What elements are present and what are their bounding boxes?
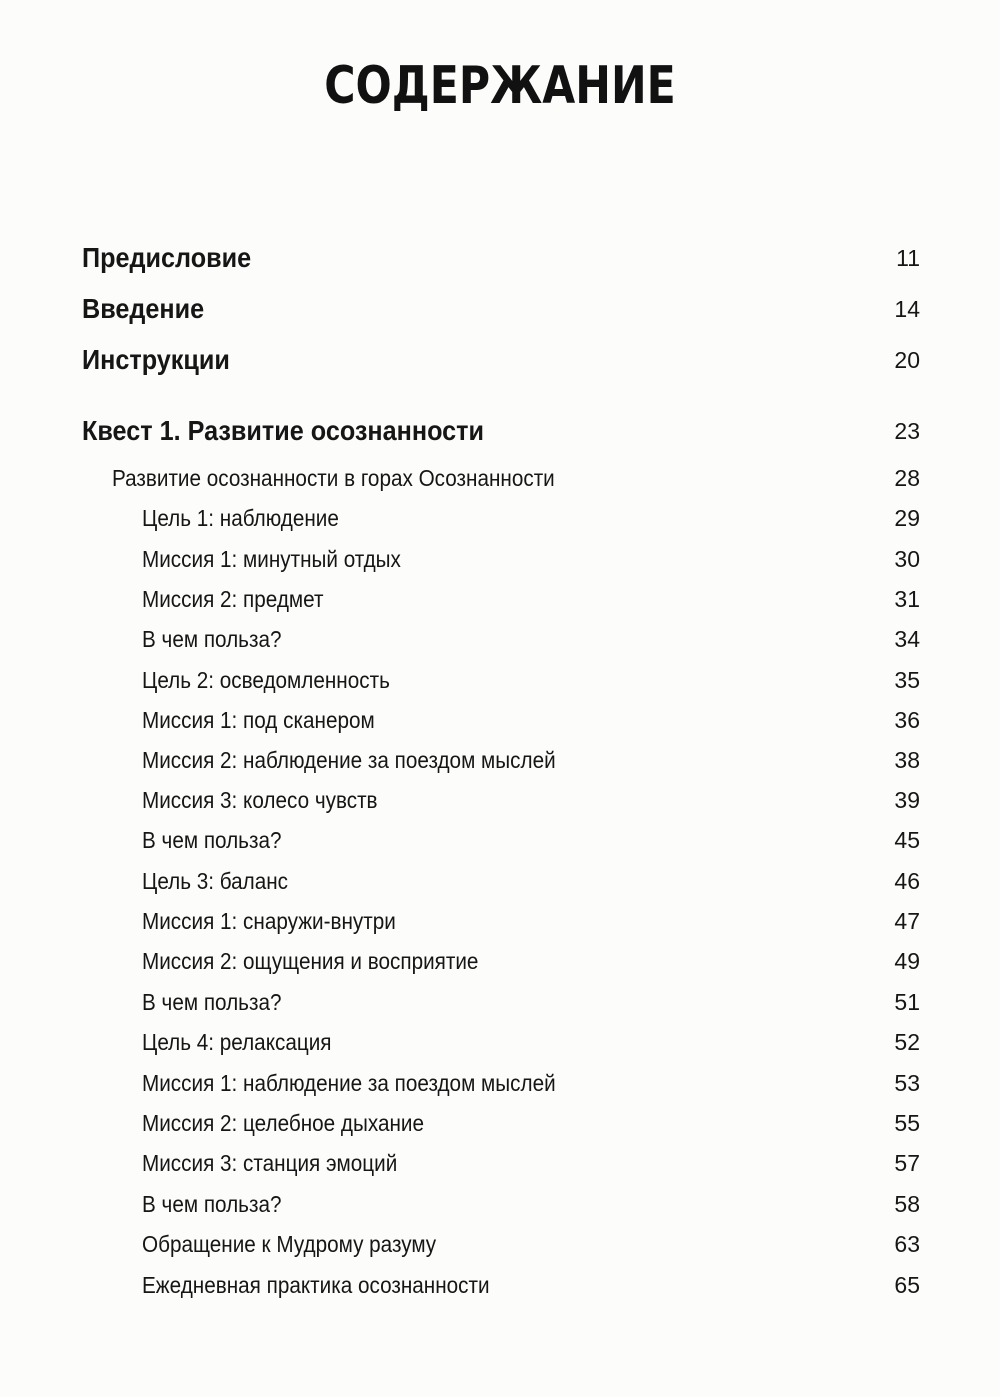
toc-entry-page: 45	[894, 827, 920, 853]
toc-entry[interactable]	[0, 289, 1000, 329]
toc-entry-page: 57	[894, 1150, 920, 1176]
toc-entry[interactable]	[0, 238, 1000, 278]
toc-entry-page: 30	[894, 546, 920, 572]
toc-entry-page: 58	[894, 1191, 920, 1217]
toc-entry-page: 51	[894, 989, 920, 1015]
toc-entry-label: Миссия 1: наблюдение за поездом мыслей	[142, 1070, 556, 1096]
toc-entry-page: 31	[894, 586, 920, 612]
toc-entry-page: 38	[894, 747, 920, 773]
toc-entry-page: 46	[894, 868, 920, 894]
toc-entry-subsection[interactable]	[0, 579, 1000, 619]
toc-entry-page: 14	[894, 296, 920, 322]
toc-entry-page: 23	[894, 418, 920, 444]
toc-entry-subsection[interactable]	[0, 740, 1000, 780]
toc-entry-subsection[interactable]	[0, 1265, 1000, 1305]
toc-entry-subsection[interactable]	[0, 901, 1000, 941]
toc-entry-label: В чем польза?	[142, 626, 282, 652]
toc-entry-label: Миссия 1: под сканером	[142, 707, 375, 733]
toc-entry-section[interactable]	[0, 458, 1000, 498]
toc-entry-subsection[interactable]	[0, 660, 1000, 700]
toc-entry-subsection[interactable]	[0, 700, 1000, 740]
page-title: СОДЕРЖАНИЕ	[324, 56, 676, 116]
toc-entry-label: Ежедневная практика осознанности	[142, 1272, 490, 1298]
toc-entry-page: 11	[896, 245, 920, 271]
toc-entry-page: 28	[894, 465, 920, 491]
toc-entry-page: 53	[894, 1070, 920, 1096]
toc-entry-page: 63	[894, 1231, 920, 1257]
toc-entry-page: 65	[894, 1272, 920, 1298]
toc-entry-label: Миссия 3: станция эмоций	[142, 1150, 398, 1176]
toc-entry-page: 20	[894, 347, 920, 373]
toc-entry-page: 35	[894, 667, 920, 693]
toc-entry-page: 39	[894, 787, 920, 813]
toc-entry-label: Цель 2: осведомленность	[142, 667, 390, 693]
toc-entry-label: Миссия 2: предмет	[142, 586, 324, 612]
toc-entry-subsection[interactable]	[0, 1063, 1000, 1103]
toc-entry-label: Миссия 2: наблюдение за поездом мыслей	[142, 747, 556, 773]
toc-entry-subsection[interactable]	[0, 1184, 1000, 1224]
toc-entry-label: Миссия 1: минутный отдых	[142, 546, 401, 572]
toc-entry-page: 36	[894, 707, 920, 733]
toc-entry-page: 52	[894, 1029, 920, 1055]
toc-entry-subsection[interactable]	[0, 619, 1000, 659]
toc-entry-label: Квест 1. Развитие осознанности	[82, 415, 485, 446]
toc-entry-label: Миссия 2: целебное дыхание	[142, 1110, 425, 1136]
toc-entry-label: Развитие осознанности в горах Осознанности	[112, 465, 555, 491]
toc-entry-label: Миссия 2: ощущения и восприятие	[142, 948, 479, 974]
toc-entry-subsection[interactable]	[0, 861, 1000, 901]
toc-entry-subsection[interactable]	[0, 780, 1000, 820]
toc-entry-page: 49	[894, 948, 920, 974]
toc-entry-subsection[interactable]	[0, 1022, 1000, 1062]
toc-entry-subsection[interactable]	[0, 1224, 1000, 1264]
toc-entry-label: Инструкции	[82, 344, 230, 375]
toc-entry-subsection[interactable]	[0, 539, 1000, 579]
toc-entry-page: 34	[894, 626, 920, 652]
toc-entry-label: В чем польза?	[142, 1191, 282, 1217]
toc-entry-label: В чем польза?	[142, 827, 282, 853]
toc-entry-label: Обращение к Мудрому разуму	[142, 1231, 437, 1257]
toc-entry-subsection[interactable]	[0, 1103, 1000, 1143]
toc-entry-subsection[interactable]	[0, 1143, 1000, 1183]
toc-entry-subsection[interactable]	[0, 820, 1000, 860]
toc-entry-label: Цель 1: наблюдение	[142, 505, 339, 531]
toc-entry-label: В чем польза?	[142, 989, 282, 1015]
toc-entry-page: 55	[894, 1110, 920, 1136]
toc-entry-label: Миссия 1: снаружи-внутри	[142, 908, 396, 934]
toc-entry-subsection[interactable]	[0, 498, 1000, 538]
toc-entry-label: Введение	[82, 293, 205, 324]
toc-entry[interactable]	[0, 340, 1000, 380]
toc-entry-label: Цель 4: релаксация	[142, 1029, 332, 1055]
toc-entry-label: Миссия 3: колесо чувств	[142, 787, 378, 813]
toc-entry-subsection[interactable]	[0, 941, 1000, 981]
toc-entry-subsection[interactable]	[0, 982, 1000, 1022]
toc-entry-page: 29	[894, 505, 920, 531]
toc-entry-label: Цель 3: баланс	[142, 868, 289, 894]
toc-entry-label: Предисловие	[82, 242, 252, 273]
toc-entry-chapter[interactable]	[0, 411, 1000, 451]
toc-entry-page: 47	[894, 908, 920, 934]
